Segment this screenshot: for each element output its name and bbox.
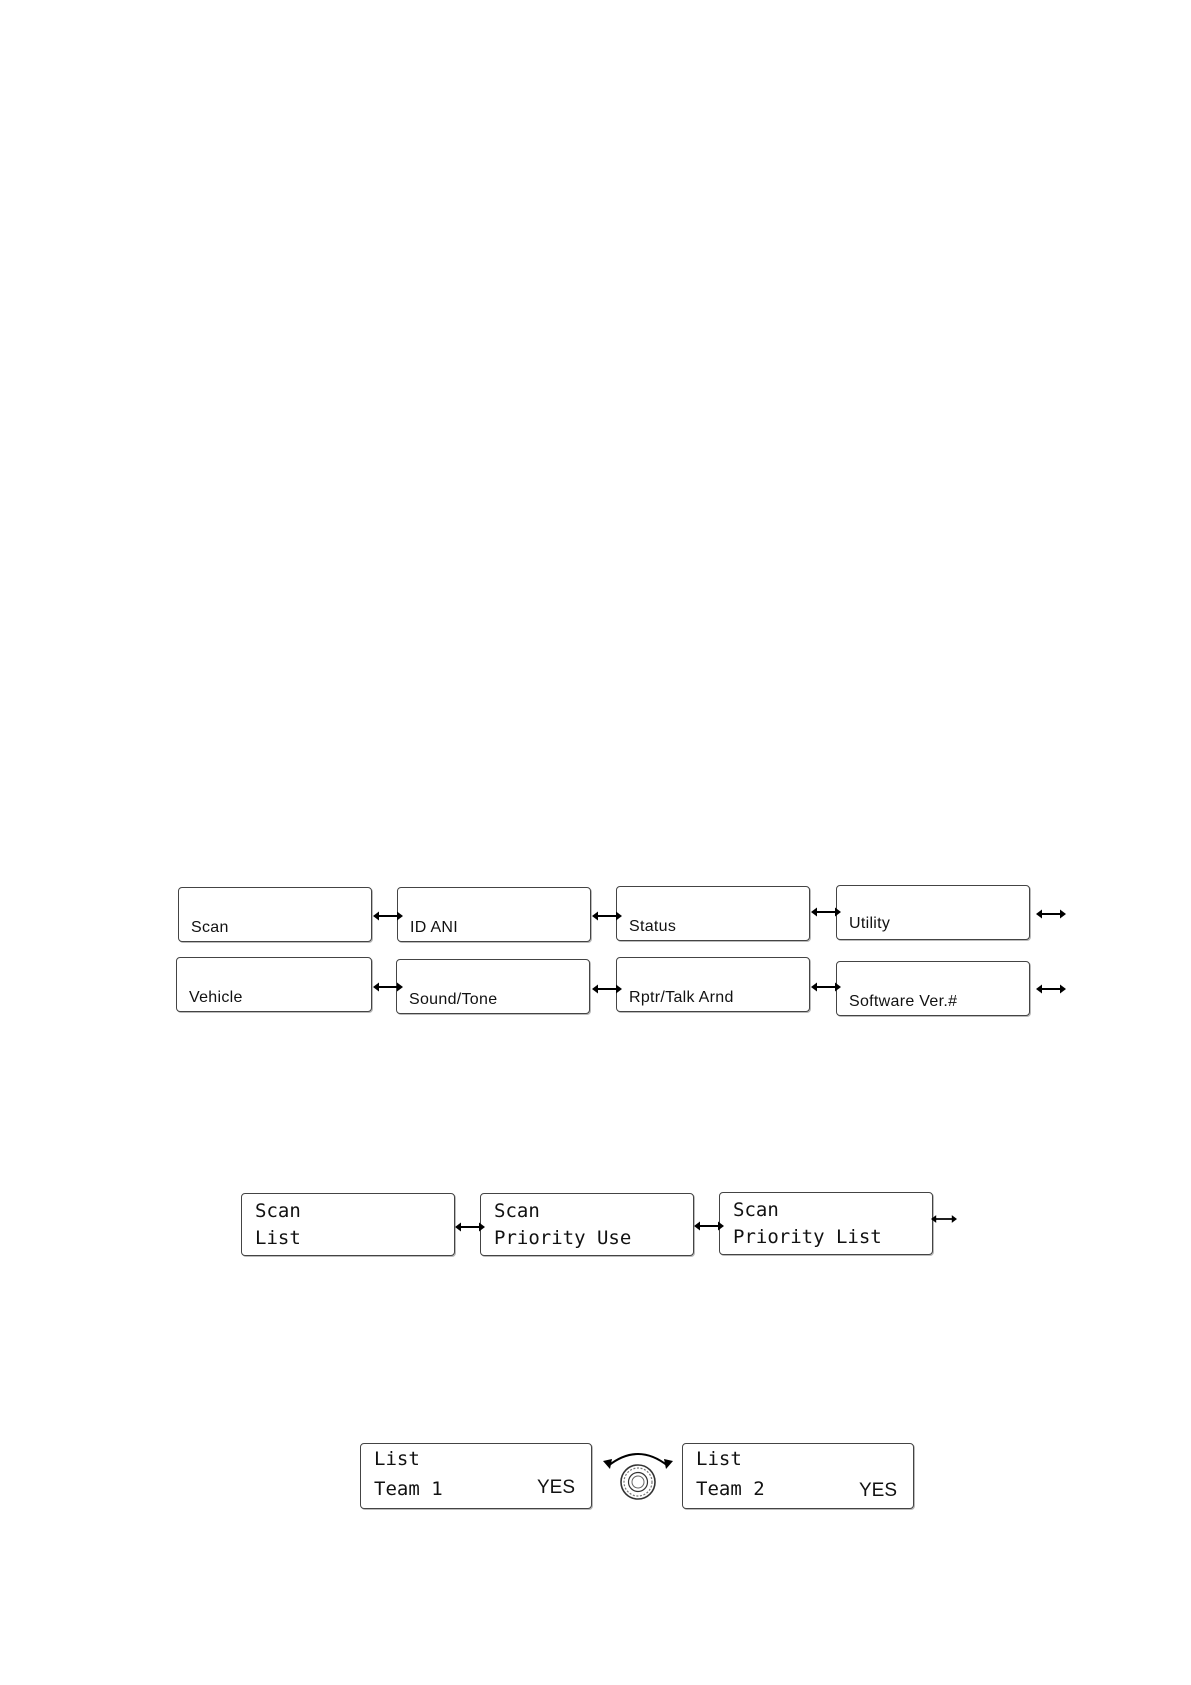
menu-screen-utility [836,885,1030,940]
menu-label: Rptr/Talk Arnd [629,989,734,1006]
lcd-line-1: Scan [255,1200,301,1222]
menu-screen-software-ver [836,961,1030,1016]
menu-screen-id-ani [397,887,591,942]
menu-label: Vehicle [189,989,243,1006]
menu-label: Sound/Tone [409,991,498,1008]
lcd-line-1: Scan [494,1200,540,1222]
lcd-value: YES [536,1477,575,1498]
lcd-line-2: Team 1 [374,1478,443,1500]
lcd-line-2: List [255,1227,301,1249]
lcd-line-1: Scan [733,1199,779,1221]
double-arrow-icon [592,910,622,922]
lcd-value: YES [858,1480,897,1501]
double-arrow-icon [373,910,403,922]
scan-list-screen [241,1193,455,1256]
lcd-line-2: Team 2 [696,1478,765,1500]
menu-screen-status [616,886,810,941]
double-arrow-icon [455,1221,485,1233]
list-team-1-screen [360,1443,592,1509]
double-arrow-icon [694,1220,724,1232]
menu-screen-vehicle [176,957,372,1012]
scan-priority-list-screen [719,1192,933,1255]
lcd-line-1: List [374,1448,420,1470]
scan-priority-use-screen [480,1193,694,1256]
menu-label: Scan [191,919,229,936]
lcd-line-2: Priority Use [494,1227,632,1249]
double-arrow-icon [811,906,841,918]
menu-screen-sound-tone [396,959,590,1014]
menu-label: Software Ver.# [849,993,958,1010]
rotary-knob-icon [600,1444,676,1506]
double-arrow-icon [1036,983,1066,995]
double-arrow-icon [1036,908,1066,920]
double-arrow-icon [811,981,841,993]
menu-screen-rptr-talk-arnd [616,957,810,1012]
double-arrow-icon [592,983,622,995]
menu-screen-scan [178,887,372,942]
menu-label: Utility [849,915,891,932]
menu-label: Status [629,918,677,935]
double-arrow-icon [931,1213,957,1225]
double-arrow-icon [373,981,403,993]
lcd-line-2: Priority List [733,1226,882,1248]
lcd-line-1: List [696,1448,742,1470]
list-team-2-screen [682,1443,914,1509]
menu-label: ID ANI [410,919,459,936]
